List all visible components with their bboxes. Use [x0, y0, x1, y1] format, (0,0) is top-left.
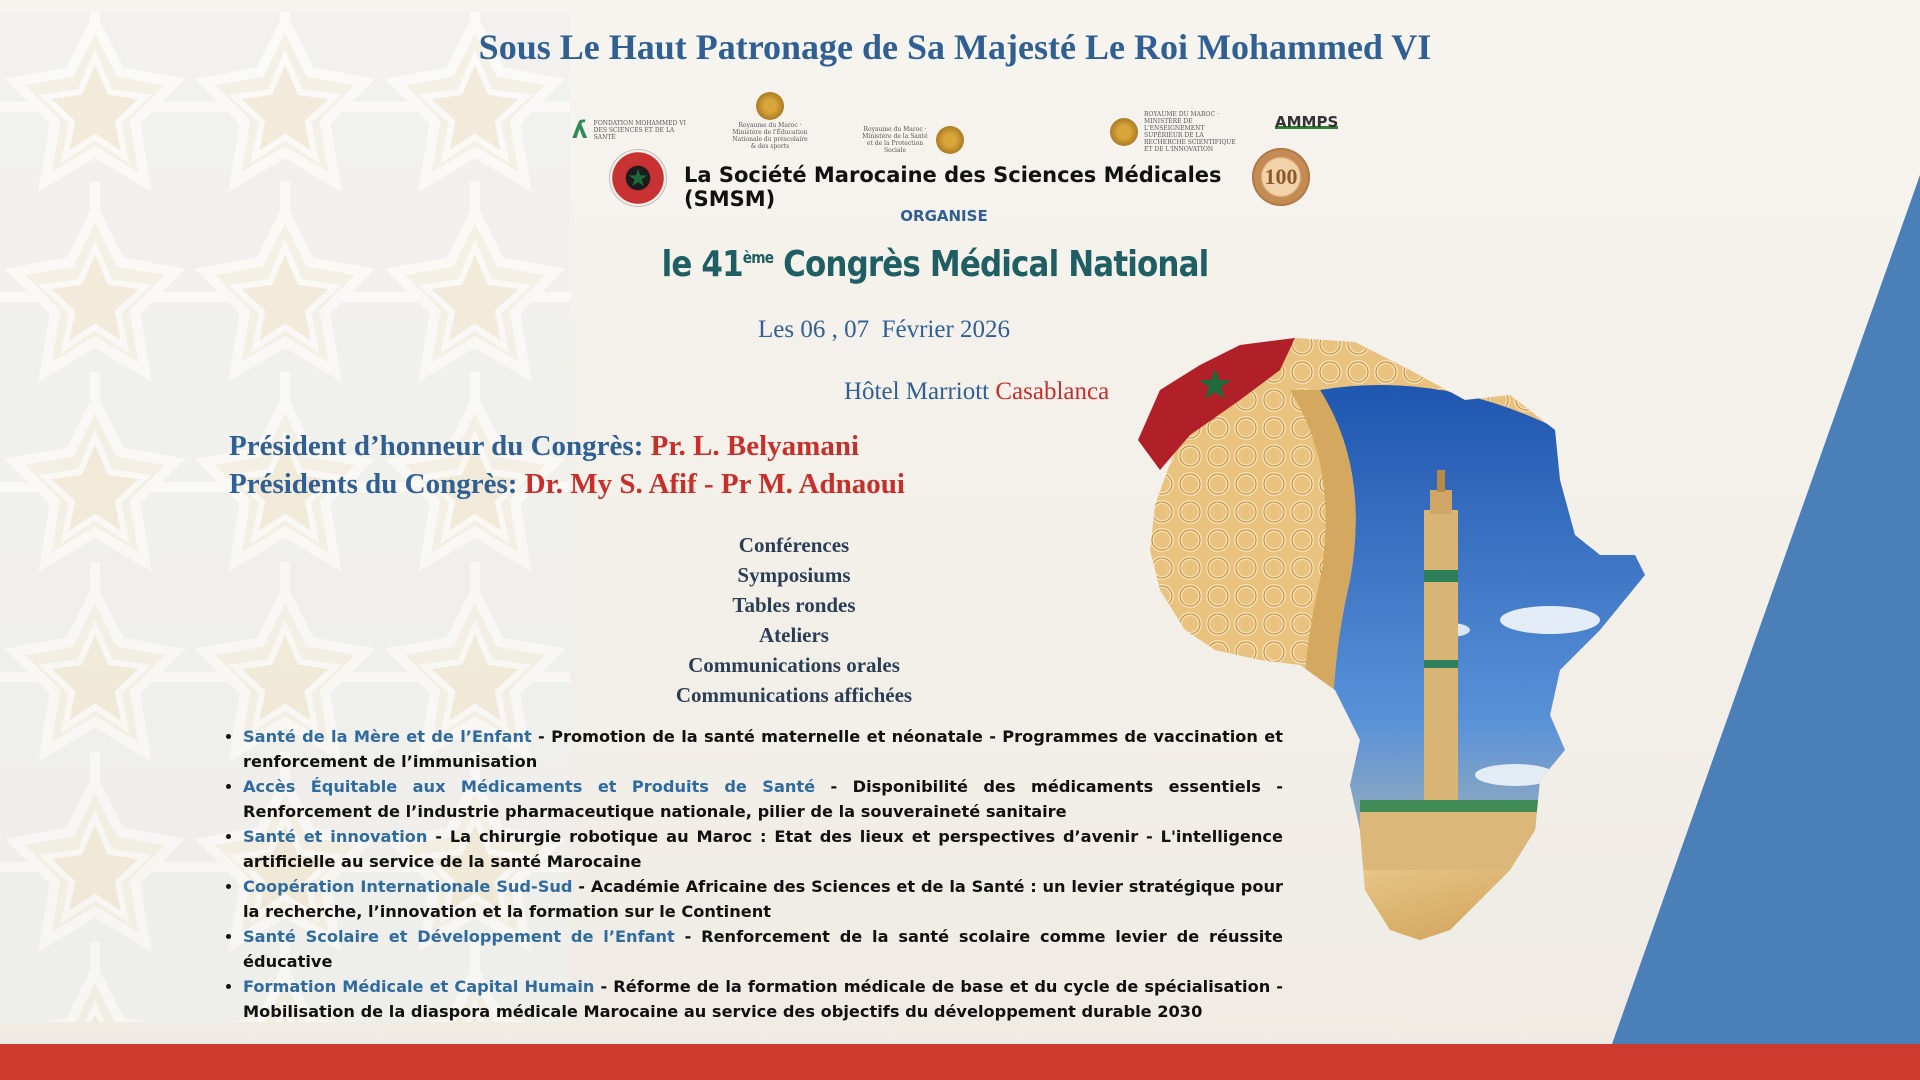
organizer-name: La Société Marocaine des Sciences Médicales (SMSM) [684, 163, 1222, 211]
activity-item: Symposiums [737, 563, 851, 587]
event-dates: Les 06 , 07 Février 2026 [758, 316, 1011, 343]
patronage-heading: Sous Le Haut Patronage de Sa Majesté Le Roi Mohammed VI [478, 27, 1432, 67]
smsm-seal-icon: ★ [610, 150, 666, 206]
theme-item: • Santé Scolaire et Développement de l’Enfant - Renforcement de la santé scolaire comme levier de réussite éducative [243, 924, 1283, 974]
theme-item: • Accès Équitable aux Médicaments et Produits de Santé - Disponibilité des médicaments essentiels - Renforcement de l’industrie pharmaceutique nationale, pilier de la souveraineté sanitaire [243, 774, 1283, 824]
africa-map-illustration [1120, 330, 1700, 950]
activity-item: Tables rondes [732, 593, 856, 617]
foundation-logo: ʎ FONDATION MOHAMMED VI DES SCIENCES ET DE LA SANTÉ [572, 115, 686, 144]
organizer-row [610, 150, 1310, 210]
centenary-badge: 100 [1252, 148, 1310, 206]
theme-item: • Santé de la Mère et de l’Enfant - Promotion de la santé maternelle et néonatale - Programmes de vaccination et renforcement de l’immunisation [243, 724, 1283, 774]
organise-label: ORGANISE [900, 207, 988, 225]
ministry-education-logo: Royaume du Maroc · Ministère de l'Éducation Nationale du préscolaire & des sports [730, 92, 810, 156]
activity-item: Ateliers [759, 623, 829, 647]
ministry-health-logo: Royaume du Maroc · Ministère de la Santé et de la Protection Sociale [860, 108, 964, 172]
theme-item: • Formation Médicale et Capital Humain - Réforme de la formation médicale de base et du cycle de spécialisation - Mobilisation de la diaspora médicale Marocaine au service des objectifs du développement durable 2030 [243, 974, 1283, 1024]
congress-presidents: Présidents du Congrès: Dr. My S. Afif - Pr M. Adnaoui [229, 468, 905, 500]
activity-item: Conférences [738, 533, 850, 557]
royal-emblem-icon [1110, 118, 1138, 146]
congress-title: le 41ème Congrès Médical National [661, 244, 1209, 285]
activity-item: Communications affichées [675, 683, 913, 707]
bottom-red-bar [0, 1044, 1920, 1080]
royal-emblem-icon [756, 92, 784, 120]
theme-item: • Santé et innovation - La chirurgie robotique au Maroc : Etat des lieux et perspectives d’avenir - L'intelligence artificielle au service de la santé Marocaine [243, 824, 1283, 874]
activity-item: Communications orales [688, 653, 900, 677]
event-venue: Hôtel Marriott Casablanca [844, 378, 1110, 405]
ammps-logo: AMMPS [1275, 113, 1339, 131]
theme-item: • Coopération Internationale Sud-Sud - Académie Africaine des Sciences et de la Santé : un levier stratégique pour la recherche, l’innovation et la formation sur le Continent [243, 874, 1283, 924]
honorary-president: Président d’honneur du Congrès: Pr. L. Belyamani [229, 430, 860, 462]
ministry-higher-ed-logo: ROYAUME DU MAROC · MINISTÈRE DE L'ENSEIGNEMENT SUPÉRIEUR DE LA RECHERCHE SCIENTIFIQUE ET DE L'INNOVATION [1110, 100, 1239, 164]
activities-list [594, 530, 994, 710]
